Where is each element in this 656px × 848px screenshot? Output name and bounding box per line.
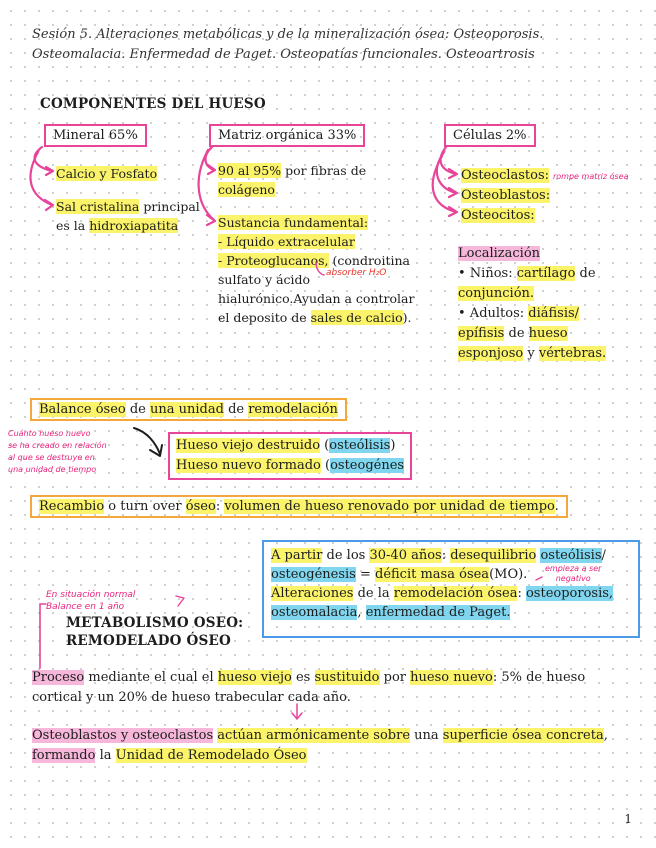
text: : [215,499,225,514]
text: y [523,346,539,361]
text: • Niños: [458,266,517,281]
page-number: 1 [624,812,632,826]
balance-oseo: Balance óseo [39,402,126,417]
note-line: En situación normal [46,590,136,600]
text: de [504,326,529,341]
volumen-renovado: volumen de hueso renovado por unidad de tiempo [224,499,555,514]
una-unidad: una unidad [150,402,224,417]
sustituido: sustituido [314,670,380,685]
text: . [554,499,559,514]
osteoblastos: Osteoblastos: [461,188,551,203]
text: ( [320,458,331,473]
recambio: Recambio [39,499,105,514]
hidroxiapatita: hidroxiapatita [89,218,179,233]
text: o turn over [104,499,186,514]
text: / [601,548,606,563]
text: ). [402,310,412,325]
text: por [379,670,411,685]
text: la [95,748,116,763]
actuan-armonicamente: actúan armónicamente sobre [217,728,411,743]
arrow-mineral-1 [35,147,52,171]
hueso-nuevo-formado: Hueso nuevo formado [176,458,321,473]
note-absorber: absorber H₂O [326,268,387,278]
text: de los [322,548,370,563]
text: ( [320,438,330,453]
percent-fibers: 90 al 95% [218,163,282,178]
text: es [291,670,315,685]
hueso-nuevo: hueso nuevo [410,670,493,685]
oseo: óseo [185,499,216,514]
text: , [603,728,608,743]
title-line-2: Osteomalacia. Enfermedad de Paget. Osteopatías funcionales. Osteoartrosis [32,47,535,62]
text: es la [56,218,90,233]
conjuncion: conjunción. [458,286,535,301]
heading-line: REMODELADO ÓSEO [66,633,231,649]
note-osteoclastos: rompe matriz ósea [553,172,629,181]
text: principal [139,199,200,214]
arrow-mineral-2 [30,152,52,205]
osteomalacia: osteomalacia [271,605,358,620]
enfermedad-paget: enfermedad de Paget. [365,605,511,620]
text: ) [390,438,396,453]
text: : 5% de hueso [492,670,586,685]
text: mediante el cual el [84,670,218,685]
note-line: una unidad de tiempo [8,465,97,474]
text: cortical y un 20% de hueso trabecular cada año. [32,690,351,705]
text: de la [353,586,394,601]
cartilago: cartílago [516,266,576,281]
osteogenesis-2: osteogénesis [271,567,356,582]
epifisis: epífisis [458,326,505,341]
hueso: hueso [528,326,568,341]
text: sulfato y ácido [218,272,311,287]
note-line: negativo [555,574,591,583]
sal-cristalina: Sal cristalina [56,199,140,214]
heading-line: METABOLISMO OSEO: [66,615,244,631]
esponjoso: esponjoso [458,346,524,361]
sustancia-fundamental: Sustancia fundamental: [218,215,369,230]
text: de [223,402,249,417]
osteoclastos: Osteoclastos: [461,168,550,183]
diafisis: diáfisis/ [528,306,580,321]
osteoporosis: osteoporosis, [525,586,614,601]
text: = [355,567,375,582]
remodelacion-osea: remodelación ósea [393,586,518,601]
sales-calcio: sales de calcio [310,310,403,325]
text: (MO). [489,567,528,582]
osteolisis: osteólisis [329,438,391,453]
title-line-1: Sesión 5. Alteraciones metabólicas y de la mineralización ósea: Osteoporosis. [32,27,544,42]
text: : [517,586,526,601]
text: de [125,402,150,417]
superficie-osea: superficie ósea concreta [442,728,604,743]
mineral-label: Mineral 65% [53,128,138,143]
formando: formando [32,748,96,763]
note-line: Cuánto hueso nuevo [8,429,91,438]
text: : [441,548,451,563]
note-line: se ha creado en relación [8,441,107,450]
edad-30-40: 30-40 años [369,548,442,563]
text: (condroitina [328,253,410,268]
localizacion-title: Localización [458,246,541,261]
a-partir: A partir [271,548,323,563]
hueso-viejo: hueso viejo [217,670,292,685]
osteogenesis: osteogénes [330,458,405,473]
arrow-cells-1 [441,147,456,174]
matrix-label: Matriz orgánica 33% [218,128,357,143]
text: una [410,728,443,743]
text: • Adultos: [458,306,529,321]
text: , [357,605,366,620]
desequilibrio: desequilibrio [450,548,537,563]
text: por fibras de [281,163,367,178]
hueso-viejo-destruido: Hueso viejo destruido [176,438,321,453]
vertebras: vértebras. [538,346,607,361]
cells-label: Células 2% [453,128,527,143]
text: el deposito de [218,310,311,325]
note-line: Balance en 1 año [46,602,125,612]
proteoglucanos: - Proteoglucanos, [218,253,329,268]
proceso: Proceso [32,670,85,685]
calcio-fosfato: Calcio y Fosfato [56,166,158,181]
osteocitos: Osteocitos: [461,208,535,223]
note-line: al que se destruye en [8,453,95,462]
components-heading: COMPONENTES DEL HUESO [40,96,266,112]
liquido-extracelular: - Líquido extracelular [218,234,355,249]
note-line: empieza a ser [545,564,602,573]
deficit-masa-osea: déficit masa ósea [375,567,490,582]
remodelacion: remodelación [248,402,338,417]
text: hialurónico.Ayudan a controlar [218,291,415,306]
arrow-balance [134,428,160,454]
osteoblastos-osteoclastos: Osteoblastos y osteoclastos [32,728,214,743]
osteolisis-2: osteólisis [540,548,602,563]
colageno: colágeno [218,182,275,197]
alteraciones: Alteraciones [271,586,354,601]
text: de [575,266,596,281]
unidad-remodelado: Unidad de Remodelado Óseo [115,748,307,763]
